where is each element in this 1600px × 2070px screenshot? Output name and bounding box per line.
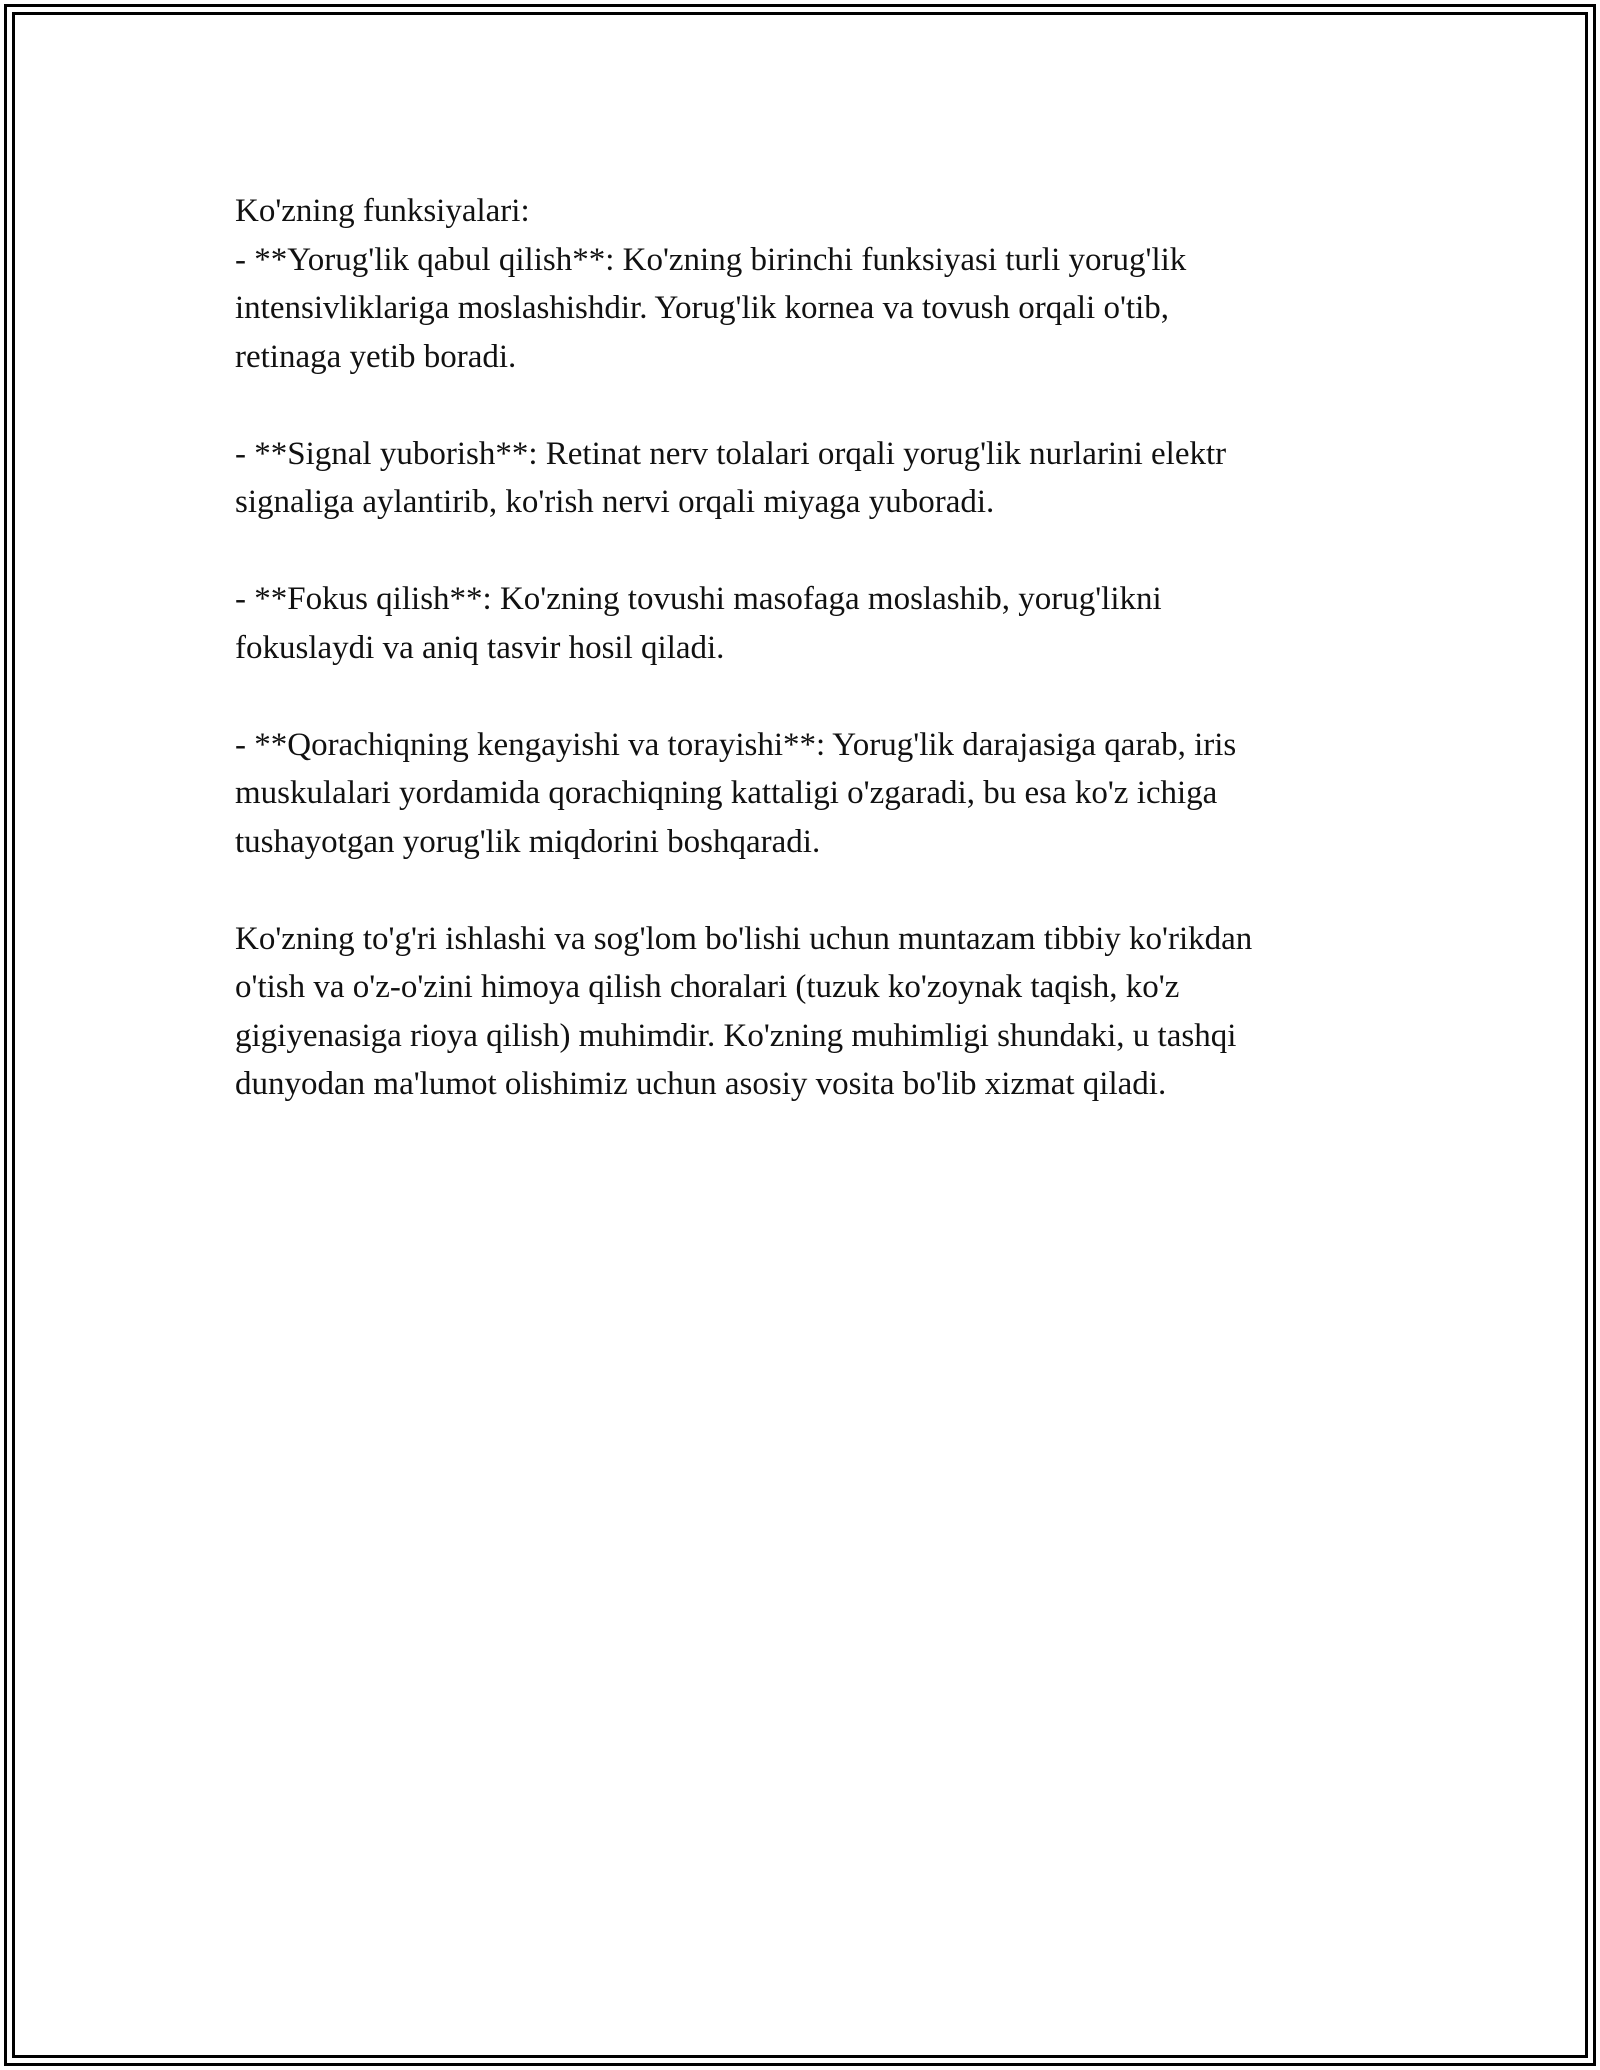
item-2-paragraph: [235, 430, 1385, 527]
item-2-line-2: signaliga aylantirib, ko'rish nervi orqali miyaga yuboradi.: [235, 484, 995, 520]
item-3-paragraph: [235, 575, 1385, 672]
item-1-line-3: retinaga yetib boradi.: [235, 338, 517, 375]
document-body: [235, 187, 1385, 1109]
item-1-line-2: intensivliklariga moslashishdir. Yorug'lik kornea va tovush orqali o'tib,: [235, 290, 1169, 326]
item-2-line-1: - **Signal yuborish**: Retinat nerv tolalari orqali yorug'lik nurlarini elektr: [235, 435, 1227, 472]
conclusion-line-4: dunyodan ma'lumot olishimiz uchun asosiy vosita bo'lib xizmat qiladi.: [235, 1066, 1167, 1102]
blank-line: [235, 672, 1385, 721]
item-4-line-2: muskulalari yordamida qorachiqning kattaligi o'zgaradi, bu esa ko'z ichiga: [235, 775, 1218, 811]
conclusion-paragraph: [235, 915, 1385, 1109]
blank-line: [235, 527, 1385, 576]
conclusion-line-2: o'tish va o'z-o'zini himoya qilish choralari (tuzuk ko'zoynak taqish, ko'z: [235, 969, 1180, 1005]
item-4-line-3: tushayotgan yorug'lik miqdorini boshqaradi.: [235, 823, 821, 860]
intro-paragraph: [235, 187, 1385, 381]
conclusion-line-3: gigiyenasiga rioya qilish) muhimdir. Ko'zning muhimligi shundaki, u tashqi: [235, 1017, 1237, 1054]
item-4-paragraph: [235, 721, 1385, 867]
blank-line: [235, 381, 1385, 430]
item-3-line-2: fokuslaydi va aniq tasvir hosil qiladi.: [235, 629, 725, 666]
item-4-line-1: - **Qorachiqning kengayishi va torayishi**: Yorug'lik darajasiga qarab, iris: [235, 726, 1237, 763]
conclusion-line-1: Ko'zning to'g'ri ishlashi va sog'lom bo'lishi uchun muntazam tibbiy ko'rikdan: [235, 920, 1253, 957]
item-3-line-1: - **Fokus qilish**: Ko'zning tovushi masofaga moslashib, yorug'likni: [235, 581, 1162, 617]
item-1-line-1: - **Yorug'lik qabul qilish**: Ko'zning birinchi funksiyasi turli yorug'lik: [235, 241, 1187, 278]
document-heading: Ko'zning funksiyalari:: [235, 193, 530, 229]
blank-line: [235, 866, 1385, 915]
